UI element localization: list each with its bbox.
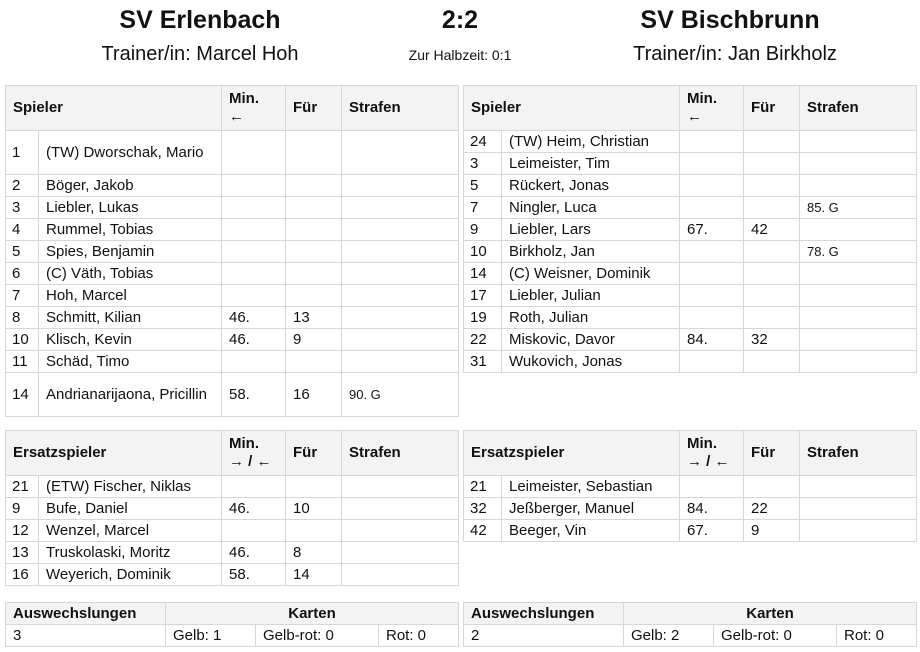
player-name-cell: (C) Weisner, Dominik [502, 263, 680, 285]
penalty-cell [800, 520, 917, 542]
penalty-cell [342, 351, 459, 373]
minute-cell: 84. [680, 329, 744, 351]
minute-cell: 46. [222, 329, 286, 351]
replaced-number-cell: 9 [286, 329, 342, 351]
player-number-cell: 10 [464, 241, 502, 263]
minute-cell [222, 351, 286, 373]
penalty-cell [342, 520, 459, 542]
player-number-cell: 21 [6, 476, 39, 498]
header-min [222, 86, 286, 131]
penalty-cell: 85. G [800, 197, 917, 219]
replaced-number-cell [744, 153, 800, 175]
player-name-cell: Wenzel, Marcel [39, 520, 222, 542]
replaced-number-cell [744, 351, 800, 373]
table-row [464, 219, 917, 241]
header-fuer: Für [744, 431, 800, 476]
table-row [464, 285, 917, 307]
table-row [6, 498, 459, 520]
away-players-table [463, 85, 917, 373]
home-subs-table [5, 430, 459, 586]
header-auswechslungen: Auswechslungen [6, 603, 166, 625]
player-number-cell: 2 [6, 175, 39, 197]
player-number-cell: 3 [6, 197, 39, 219]
table-row [464, 175, 917, 197]
player-name-cell: Jeßberger, Manuel [502, 498, 680, 520]
replaced-number-cell [744, 241, 800, 263]
header-min-arrow: ← [229, 108, 244, 125]
away-summary-header-row [464, 603, 917, 625]
table-row [6, 476, 459, 498]
home-summary-table [5, 602, 459, 647]
table-row [464, 307, 917, 329]
penalty-cell [800, 153, 917, 175]
minute-cell: 46. [222, 498, 286, 520]
home-gelb-count: Gelb: 1 [166, 625, 256, 647]
replaced-number-cell [744, 263, 800, 285]
header-ersatzspieler: Ersatzspieler [464, 431, 680, 476]
minute-cell [680, 241, 744, 263]
replaced-number-cell [744, 131, 800, 153]
player-name-cell: Miskovic, Davor [502, 329, 680, 351]
minute-cell [222, 476, 286, 498]
replaced-number-cell [286, 219, 342, 241]
penalty-cell [800, 307, 917, 329]
minute-cell [680, 307, 744, 329]
table-row [6, 351, 459, 373]
replaced-number-cell [744, 476, 800, 498]
minute-cell [680, 175, 744, 197]
replaced-number-cell [744, 197, 800, 219]
away-players-header-row [464, 86, 917, 131]
home-subs-header-row [6, 431, 459, 476]
table-row [464, 329, 917, 351]
replaced-number-cell [286, 241, 342, 263]
penalty-cell [342, 241, 459, 263]
replaced-number-cell: 32 [744, 329, 800, 351]
table-row [6, 542, 459, 564]
penalty-cell [800, 219, 917, 241]
away-auswechslungen-count: 2 [464, 625, 624, 647]
player-name-cell: Bufe, Daniel [39, 498, 222, 520]
table-row [6, 307, 459, 329]
penalty-cell [342, 175, 459, 197]
replaced-number-cell: 42 [744, 219, 800, 241]
player-number-cell: 4 [6, 219, 39, 241]
player-number-cell: 1 [6, 131, 39, 175]
away-gelbrot-count: Gelb-rot: 0 [714, 625, 837, 647]
replaced-number-cell [286, 131, 342, 175]
player-name-cell: Birkholz, Jan [502, 241, 680, 263]
table-row [464, 520, 917, 542]
minute-cell [680, 285, 744, 307]
table-row [6, 263, 459, 285]
minute-cell [222, 175, 286, 197]
player-name-cell: Roth, Julian [502, 307, 680, 329]
home-summary-row [6, 625, 459, 647]
player-name-cell: Klisch, Kevin [39, 329, 222, 351]
home-auswechslungen-count: 3 [6, 625, 166, 647]
player-number-cell: 5 [464, 175, 502, 197]
replaced-number-cell: 13 [286, 307, 342, 329]
penalty-cell [800, 476, 917, 498]
header-karten: Karten [166, 603, 459, 625]
player-name-cell: Rummel, Tobias [39, 219, 222, 241]
home-team-name: SV Erlenbach [119, 6, 281, 34]
home-summary-header-row [6, 603, 459, 625]
penalty-cell: 78. G [800, 241, 917, 263]
player-name-cell: Leimeister, Tim [502, 153, 680, 175]
penalty-cell [800, 175, 917, 197]
penalty-cell [800, 329, 917, 351]
table-row [6, 131, 459, 175]
minute-cell [222, 197, 286, 219]
table-row [6, 219, 459, 241]
player-name-cell: Schmitt, Kilian [39, 307, 222, 329]
header-min [680, 86, 744, 131]
player-name-cell: (ETW) Fischer, Niklas [39, 476, 222, 498]
halftime-score: Zur Halbzeit: 0:1 [408, 47, 512, 63]
minute-cell [222, 285, 286, 307]
penalty-cell [342, 564, 459, 586]
header-fuer: Für [744, 86, 800, 131]
header-strafen: Strafen [800, 86, 917, 131]
replaced-number-cell: 8 [286, 542, 342, 564]
header-auswechslungen: Auswechslungen [464, 603, 624, 625]
final-score: 2:2 [441, 6, 479, 34]
penalty-cell [342, 219, 459, 241]
minute-cell: 58. [222, 564, 286, 586]
table-row [464, 498, 917, 520]
replaced-number-cell: 22 [744, 498, 800, 520]
player-number-cell: 31 [464, 351, 502, 373]
header-strafen: Strafen [800, 431, 917, 476]
player-number-cell: 22 [464, 329, 502, 351]
minute-cell: 84. [680, 498, 744, 520]
replaced-number-cell: 9 [744, 520, 800, 542]
penalty-cell [342, 197, 459, 219]
penalty-cell [800, 285, 917, 307]
player-number-cell: 3 [464, 153, 502, 175]
player-number-cell: 9 [6, 498, 39, 520]
player-number-cell: 42 [464, 520, 502, 542]
replaced-number-cell [286, 520, 342, 542]
header-ersatzspieler: Ersatzspieler [6, 431, 222, 476]
player-number-cell: 14 [464, 263, 502, 285]
table-row [6, 373, 459, 417]
penalty-cell [342, 329, 459, 351]
minute-cell [680, 197, 744, 219]
table-row [6, 285, 459, 307]
player-name-cell: Rückert, Jonas [502, 175, 680, 197]
penalty-cell [342, 131, 459, 175]
replaced-number-cell [744, 175, 800, 197]
minute-cell [680, 351, 744, 373]
player-number-cell: 21 [464, 476, 502, 498]
replaced-number-cell: 14 [286, 564, 342, 586]
replaced-number-cell [744, 285, 800, 307]
replaced-number-cell [286, 263, 342, 285]
replaced-number-cell [744, 307, 800, 329]
player-name-cell: Böger, Jakob [39, 175, 222, 197]
table-row [6, 197, 459, 219]
penalty-cell [800, 498, 917, 520]
player-name-cell: Spies, Benjamin [39, 241, 222, 263]
penalty-cell [342, 307, 459, 329]
away-subs-header-row [464, 431, 917, 476]
player-number-cell: 6 [6, 263, 39, 285]
home-gelbrot-count: Gelb-rot: 0 [256, 625, 379, 647]
player-number-cell: 32 [464, 498, 502, 520]
table-row [464, 241, 917, 263]
player-name-cell: (C) Väth, Tobias [39, 263, 222, 285]
replaced-number-cell [286, 476, 342, 498]
player-name-cell: Liebler, Julian [502, 285, 680, 307]
header-min-arrow: ← [687, 108, 702, 125]
header-min-label: Min. [229, 435, 260, 452]
header-spieler: Spieler [464, 86, 680, 131]
player-number-cell: 14 [6, 373, 39, 417]
player-name-cell: Weyerich, Dominik [39, 564, 222, 586]
header-min-label: Min. [687, 90, 717, 107]
minute-cell [222, 263, 286, 285]
header-strafen: Strafen [342, 431, 459, 476]
player-number-cell: 11 [6, 351, 39, 373]
player-number-cell: 8 [6, 307, 39, 329]
minute-cell [222, 219, 286, 241]
player-number-cell: 10 [6, 329, 39, 351]
player-number-cell: 16 [6, 564, 39, 586]
player-number-cell: 9 [464, 219, 502, 241]
away-subs-table [463, 430, 917, 542]
player-name-cell: Liebler, Lukas [39, 197, 222, 219]
minute-cell: 58. [222, 373, 286, 417]
minute-cell [680, 263, 744, 285]
away-summary-row [464, 625, 917, 647]
replaced-number-cell [286, 351, 342, 373]
penalty-cell [800, 131, 917, 153]
minute-cell [222, 131, 286, 175]
player-name-cell: Wukovich, Jonas [502, 351, 680, 373]
away-trainer: Trainer/in: Jan Birkholz [633, 43, 837, 65]
header-fuer: Für [286, 431, 342, 476]
minute-cell [680, 131, 744, 153]
player-name-cell: Beeger, Vin [502, 520, 680, 542]
player-number-cell: 7 [464, 197, 502, 219]
minute-cell: 67. [680, 219, 744, 241]
player-number-cell: 5 [6, 241, 39, 263]
player-name-cell: Andrianarijaona, Pricillin [39, 373, 222, 417]
header-fuer: Für [286, 86, 342, 131]
player-name-cell: Hoh, Marcel [39, 285, 222, 307]
away-team-name: SV Bischbrunn [640, 6, 820, 34]
table-row [6, 564, 459, 586]
header-min-arrows: → / ← [687, 453, 730, 470]
away-rot-count: Rot: 0 [837, 625, 917, 647]
player-number-cell: 13 [6, 542, 39, 564]
replaced-number-cell: 10 [286, 498, 342, 520]
replaced-number-cell [286, 285, 342, 307]
minute-cell: 46. [222, 307, 286, 329]
table-row [464, 476, 917, 498]
replaced-number-cell: 16 [286, 373, 342, 417]
header-min [680, 431, 744, 476]
player-name-cell: Truskolaski, Moritz [39, 542, 222, 564]
minute-cell [222, 241, 286, 263]
player-name-cell: Liebler, Lars [502, 219, 680, 241]
penalty-cell [800, 263, 917, 285]
home-trainer: Trainer/in: Marcel Hoh [101, 43, 299, 65]
table-row [6, 329, 459, 351]
home-players-table [5, 85, 459, 417]
table-row [6, 175, 459, 197]
home-players-header-row [6, 86, 459, 131]
penalty-cell [342, 542, 459, 564]
table-row [464, 263, 917, 285]
header-karten: Karten [624, 603, 917, 625]
table-row [464, 197, 917, 219]
replaced-number-cell [286, 175, 342, 197]
player-number-cell: 24 [464, 131, 502, 153]
penalty-cell [800, 351, 917, 373]
home-rot-count: Rot: 0 [379, 625, 459, 647]
minute-cell [680, 476, 744, 498]
minute-cell: 46. [222, 542, 286, 564]
minute-cell [680, 153, 744, 175]
player-name-cell: (TW) Heim, Christian [502, 131, 680, 153]
header-min-label: Min. [229, 90, 259, 107]
away-gelb-count: Gelb: 2 [624, 625, 714, 647]
player-number-cell: 17 [464, 285, 502, 307]
header-strafen: Strafen [342, 86, 459, 131]
away-summary-table [463, 602, 917, 647]
penalty-cell: 90. G [342, 373, 459, 417]
penalty-cell [342, 476, 459, 498]
header-spieler: Spieler [6, 86, 222, 131]
penalty-cell [342, 263, 459, 285]
player-name-cell: Ningler, Luca [502, 197, 680, 219]
header-min-arrows: → / ← [229, 453, 272, 470]
minute-cell [222, 520, 286, 542]
header-min [222, 431, 286, 476]
player-number-cell: 12 [6, 520, 39, 542]
player-name-cell: Leimeister, Sebastian [502, 476, 680, 498]
player-name-cell: Schäd, Timo [39, 351, 222, 373]
table-row [6, 520, 459, 542]
player-number-cell: 7 [6, 285, 39, 307]
header-min-label: Min. [687, 435, 718, 452]
table-row [464, 351, 917, 373]
penalty-cell [342, 285, 459, 307]
minute-cell: 67. [680, 520, 744, 542]
table-row [464, 153, 917, 175]
penalty-cell [342, 498, 459, 520]
table-row [464, 131, 917, 153]
player-number-cell: 19 [464, 307, 502, 329]
table-row [6, 241, 459, 263]
player-name-cell: (TW) Dworschak, Mario [39, 131, 222, 175]
replaced-number-cell [286, 197, 342, 219]
